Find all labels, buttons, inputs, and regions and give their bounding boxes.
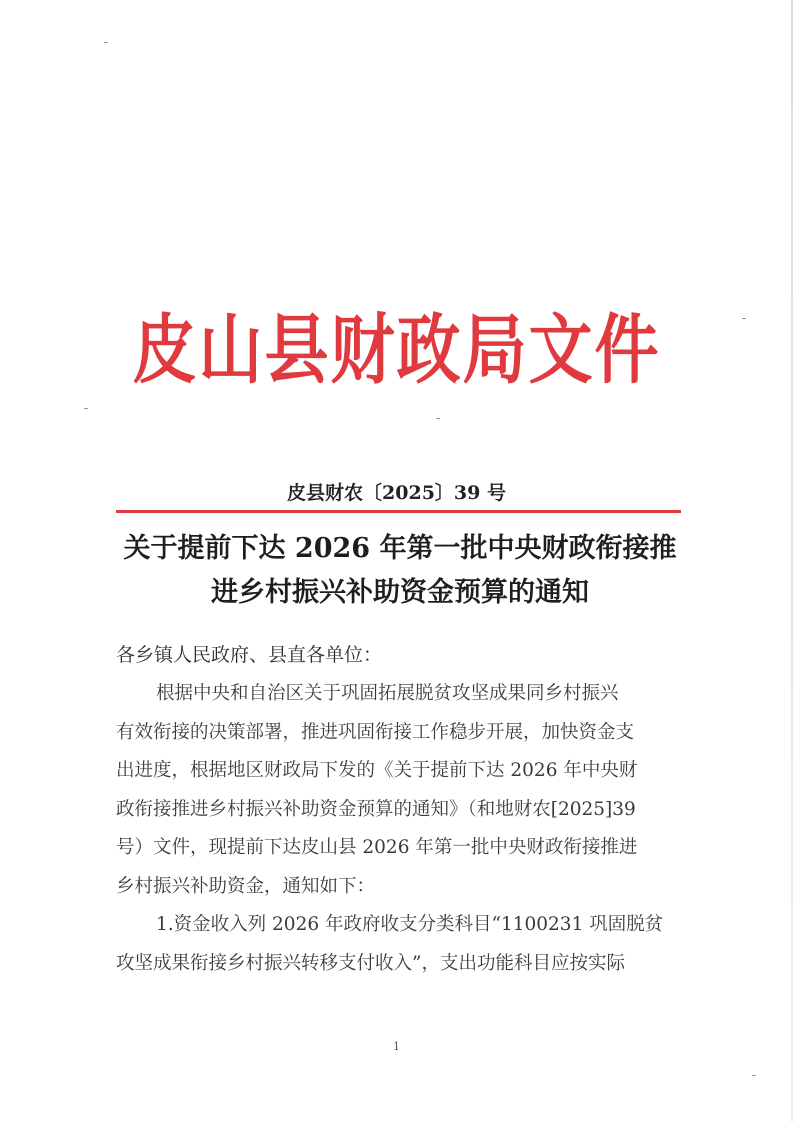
notice-title-line-2: 进乡村振兴补助资金预算的通知 [211,577,589,608]
body-text [116,675,706,983]
scan-speck [752,1075,756,1076]
scan-speck [742,318,746,319]
scan-speck [104,42,108,43]
notice-title-line-1: 关于提前下达 2026 年第一批中央财政衔接推 [123,533,677,564]
paragraph-1-line: 乡村振兴补助资金，通知如下： [116,875,376,897]
red-divider-line [116,510,681,513]
page-number: 1 [393,1040,400,1053]
document-number: 皮县财农〔2025〕39 号 [287,482,506,504]
paragraph-1-line: 政衔接推进乡村振兴补助资金预算的通知》（和地财农[2025]39 [116,798,636,820]
paragraph-1-line: 根据中央和自治区关于巩固拓展脱贫攻坚成果同乡村振兴 [156,683,619,704]
masthead-title: 皮山县财政局文件 [132,306,661,396]
scan-speck [436,418,440,419]
paragraph-2-line: 攻坚成果衔接乡村振兴转移支付收入”，支出功能科目应按实际 [116,952,625,974]
paragraph-2-line: 1.资金收入列 2026 年政府收支分类科目“1100231 巩固脱贫 [156,914,664,935]
paragraph-1-line: 号）文件，现提前下达皮山县 2026 年第一批中央财政衔接推进 [116,837,638,858]
scan-speck [84,408,88,409]
salutation: 各乡镇人民政府、县直各单位： [116,644,383,666]
paragraph-1-line: 出进度，根据地区财政局下发的《关于提前下达 2026 年中央财 [116,760,638,781]
notice-title [100,527,700,615]
paragraph-1-line: 有效衔接的决策部署，推进巩固衔接工作稳步开展，加快资金支 [116,721,635,743]
